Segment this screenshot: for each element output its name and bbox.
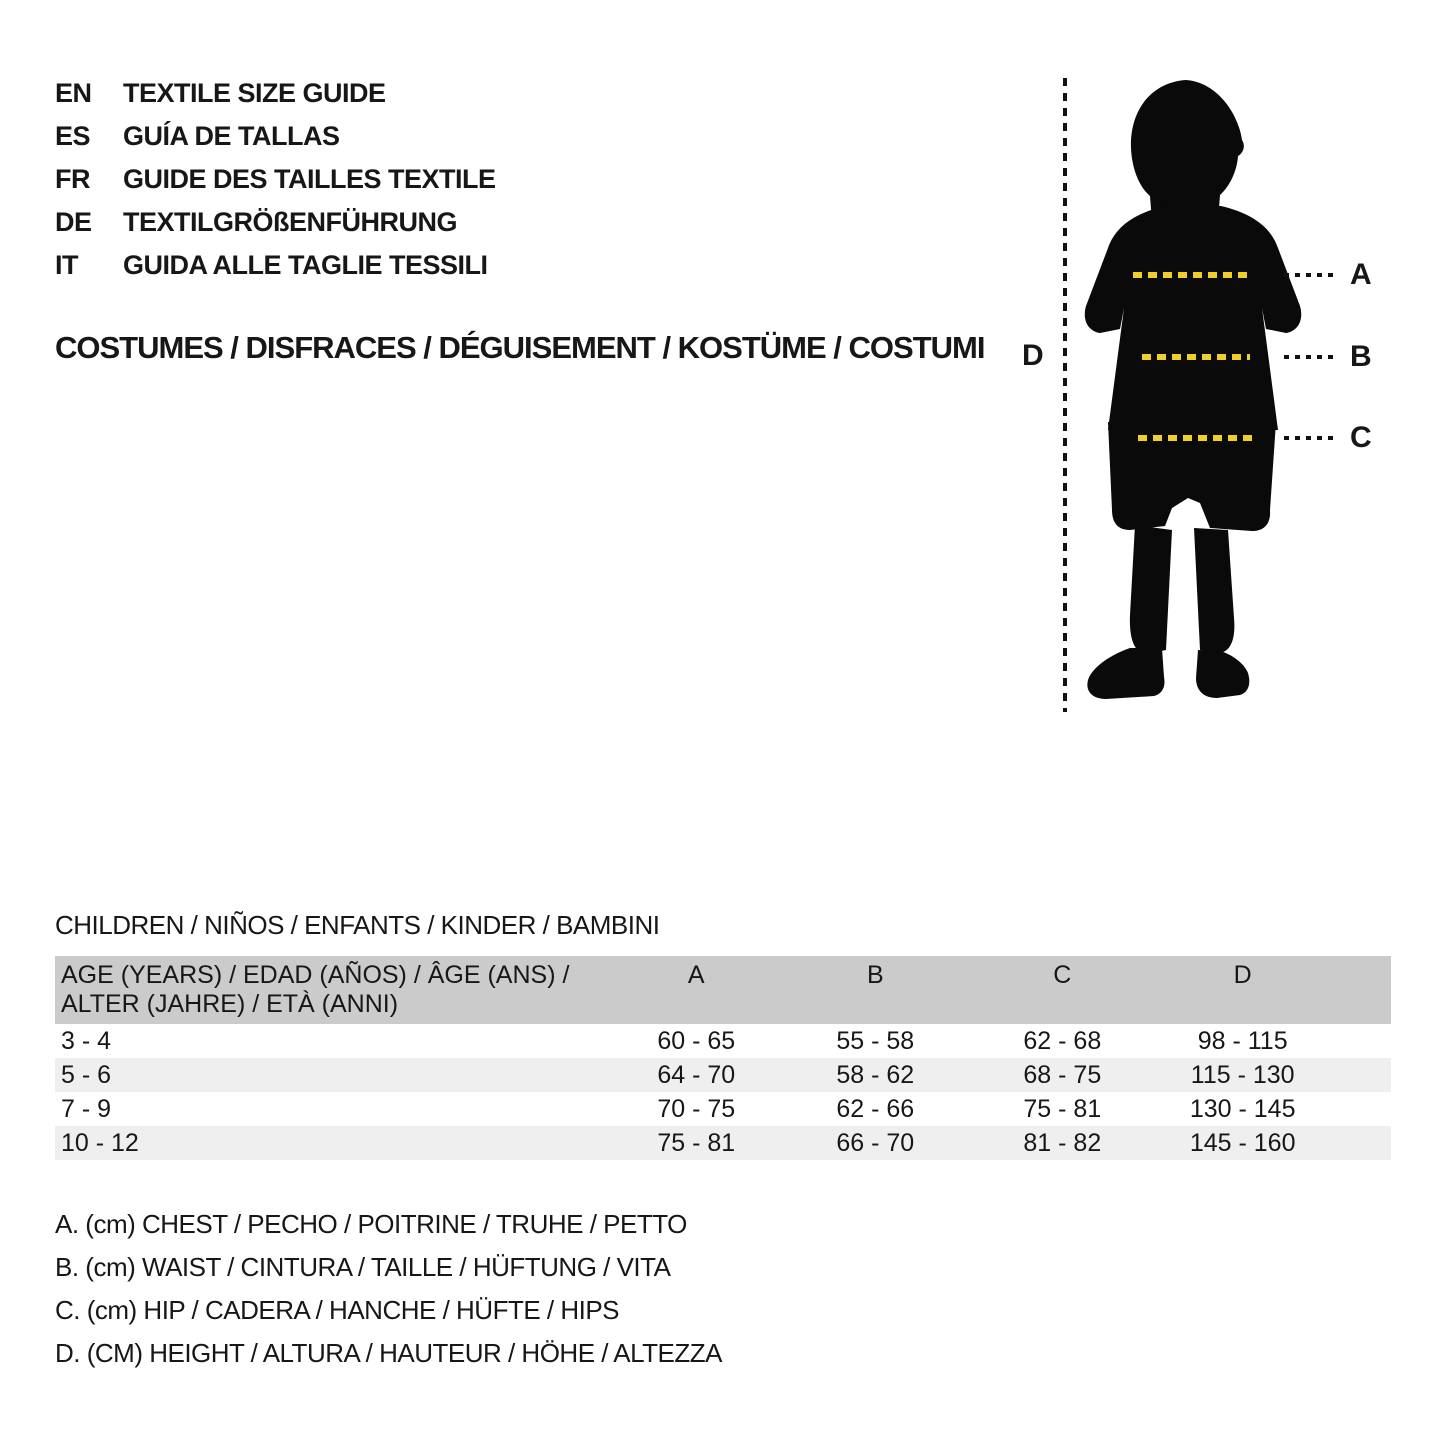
measure-label-b: B bbox=[1350, 340, 1372, 373]
table-row bbox=[55, 1092, 1391, 1126]
table-row bbox=[55, 1024, 1391, 1058]
language-title: GUIDE DES TAILLES TEXTILE bbox=[123, 164, 496, 194]
legend-item-hip: C. (cm) HIP / CADERA / HANCHE / HÜFTE / HIPS bbox=[55, 1295, 620, 1325]
language-code: EN bbox=[55, 78, 92, 108]
waist-value-cell: 66 - 70 bbox=[836, 1129, 915, 1157]
column-header-d: D bbox=[1233, 961, 1252, 989]
hip-value-cell: 62 - 68 bbox=[1023, 1027, 1102, 1055]
size-table bbox=[55, 956, 1391, 1160]
age-cell: 3 - 4 bbox=[61, 1027, 112, 1055]
chest-value-cell: 70 - 75 bbox=[657, 1095, 736, 1123]
language-title: TEXTILGRÖßENFÜHRUNG bbox=[123, 207, 457, 237]
height-value-cell: 115 - 130 bbox=[1190, 1061, 1295, 1089]
child-silhouette-diagram bbox=[1020, 60, 1420, 730]
language-title: TEXTILE SIZE GUIDE bbox=[123, 78, 386, 108]
column-header-b: B bbox=[866, 961, 884, 989]
hip-value-cell: 81 - 82 bbox=[1023, 1129, 1102, 1157]
age-header-line2: ALTER (JAHRE) / ETÀ (ANNI) bbox=[61, 990, 399, 1018]
language-code: FR bbox=[55, 164, 90, 194]
measure-label-a: A bbox=[1350, 258, 1372, 291]
height-value-cell: 98 - 115 bbox=[1197, 1027, 1288, 1055]
age-header-line1: AGE (YEARS) / EDAD (AÑOS) / ÂGE (ANS) / bbox=[61, 961, 570, 989]
language-row bbox=[55, 72, 496, 115]
age-column-header bbox=[55, 961, 609, 1019]
hip-value-cell: 68 - 75 bbox=[1023, 1061, 1102, 1089]
table-row bbox=[55, 1126, 1391, 1160]
language-title-list bbox=[55, 72, 496, 287]
age-cell: 7 - 9 bbox=[61, 1095, 112, 1123]
age-cell: 5 - 6 bbox=[61, 1061, 112, 1089]
size-figure bbox=[1020, 60, 1420, 730]
waist-value-cell: 62 - 66 bbox=[836, 1095, 915, 1123]
language-row bbox=[55, 158, 496, 201]
chest-value-cell: 75 - 81 bbox=[657, 1129, 736, 1157]
table-section-title: CHILDREN / NIÑOS / ENFANTS / KINDER / BAMBINI bbox=[55, 910, 660, 940]
child-silhouette-icon bbox=[1085, 80, 1301, 699]
language-title: GUÍA DE TALLAS bbox=[123, 121, 340, 151]
language-row bbox=[55, 115, 496, 158]
chest-value-cell: 60 - 65 bbox=[657, 1027, 736, 1055]
size-table-header bbox=[55, 956, 1391, 1024]
measure-label-d: D bbox=[1022, 339, 1044, 372]
height-value-cell: 145 - 160 bbox=[1189, 1129, 1296, 1157]
language-code: ES bbox=[55, 121, 91, 151]
age-cell: 10 - 12 bbox=[61, 1129, 139, 1157]
legend-item-chest: A. (cm) CHEST / PECHO / POITRINE / TRUHE / PETTO bbox=[55, 1209, 687, 1239]
language-row bbox=[55, 244, 496, 287]
chest-value-cell: 64 - 70 bbox=[657, 1061, 736, 1089]
column-header-c: C bbox=[1053, 961, 1072, 989]
language-row bbox=[55, 201, 496, 244]
legend-item-height: D. (CM) HEIGHT / ALTURA / HAUTEUR / HÖHE / ALTEZZA bbox=[55, 1338, 722, 1368]
waist-value-cell: 55 - 58 bbox=[836, 1027, 915, 1055]
measurement-legend bbox=[55, 1203, 722, 1375]
column-header-a: A bbox=[687, 961, 705, 989]
measure-label-c: C bbox=[1350, 421, 1372, 454]
language-code: IT bbox=[55, 250, 78, 280]
language-code: DE bbox=[55, 207, 92, 237]
hip-value-cell: 75 - 81 bbox=[1023, 1095, 1102, 1123]
legend-item-waist: B. (cm) WAIST / CINTURA / TAILLE / HÜFTUNG / VITA bbox=[55, 1252, 671, 1282]
table-row bbox=[55, 1058, 1391, 1092]
language-title: GUIDA ALLE TAGLIE TESSILI bbox=[123, 250, 488, 280]
height-value-cell: 130 - 145 bbox=[1189, 1095, 1296, 1123]
waist-value-cell: 58 - 62 bbox=[836, 1061, 915, 1089]
category-title: COSTUMES / DISFRACES / DÉGUISEMENT / KOSTÜME / COSTUMI bbox=[55, 330, 985, 365]
